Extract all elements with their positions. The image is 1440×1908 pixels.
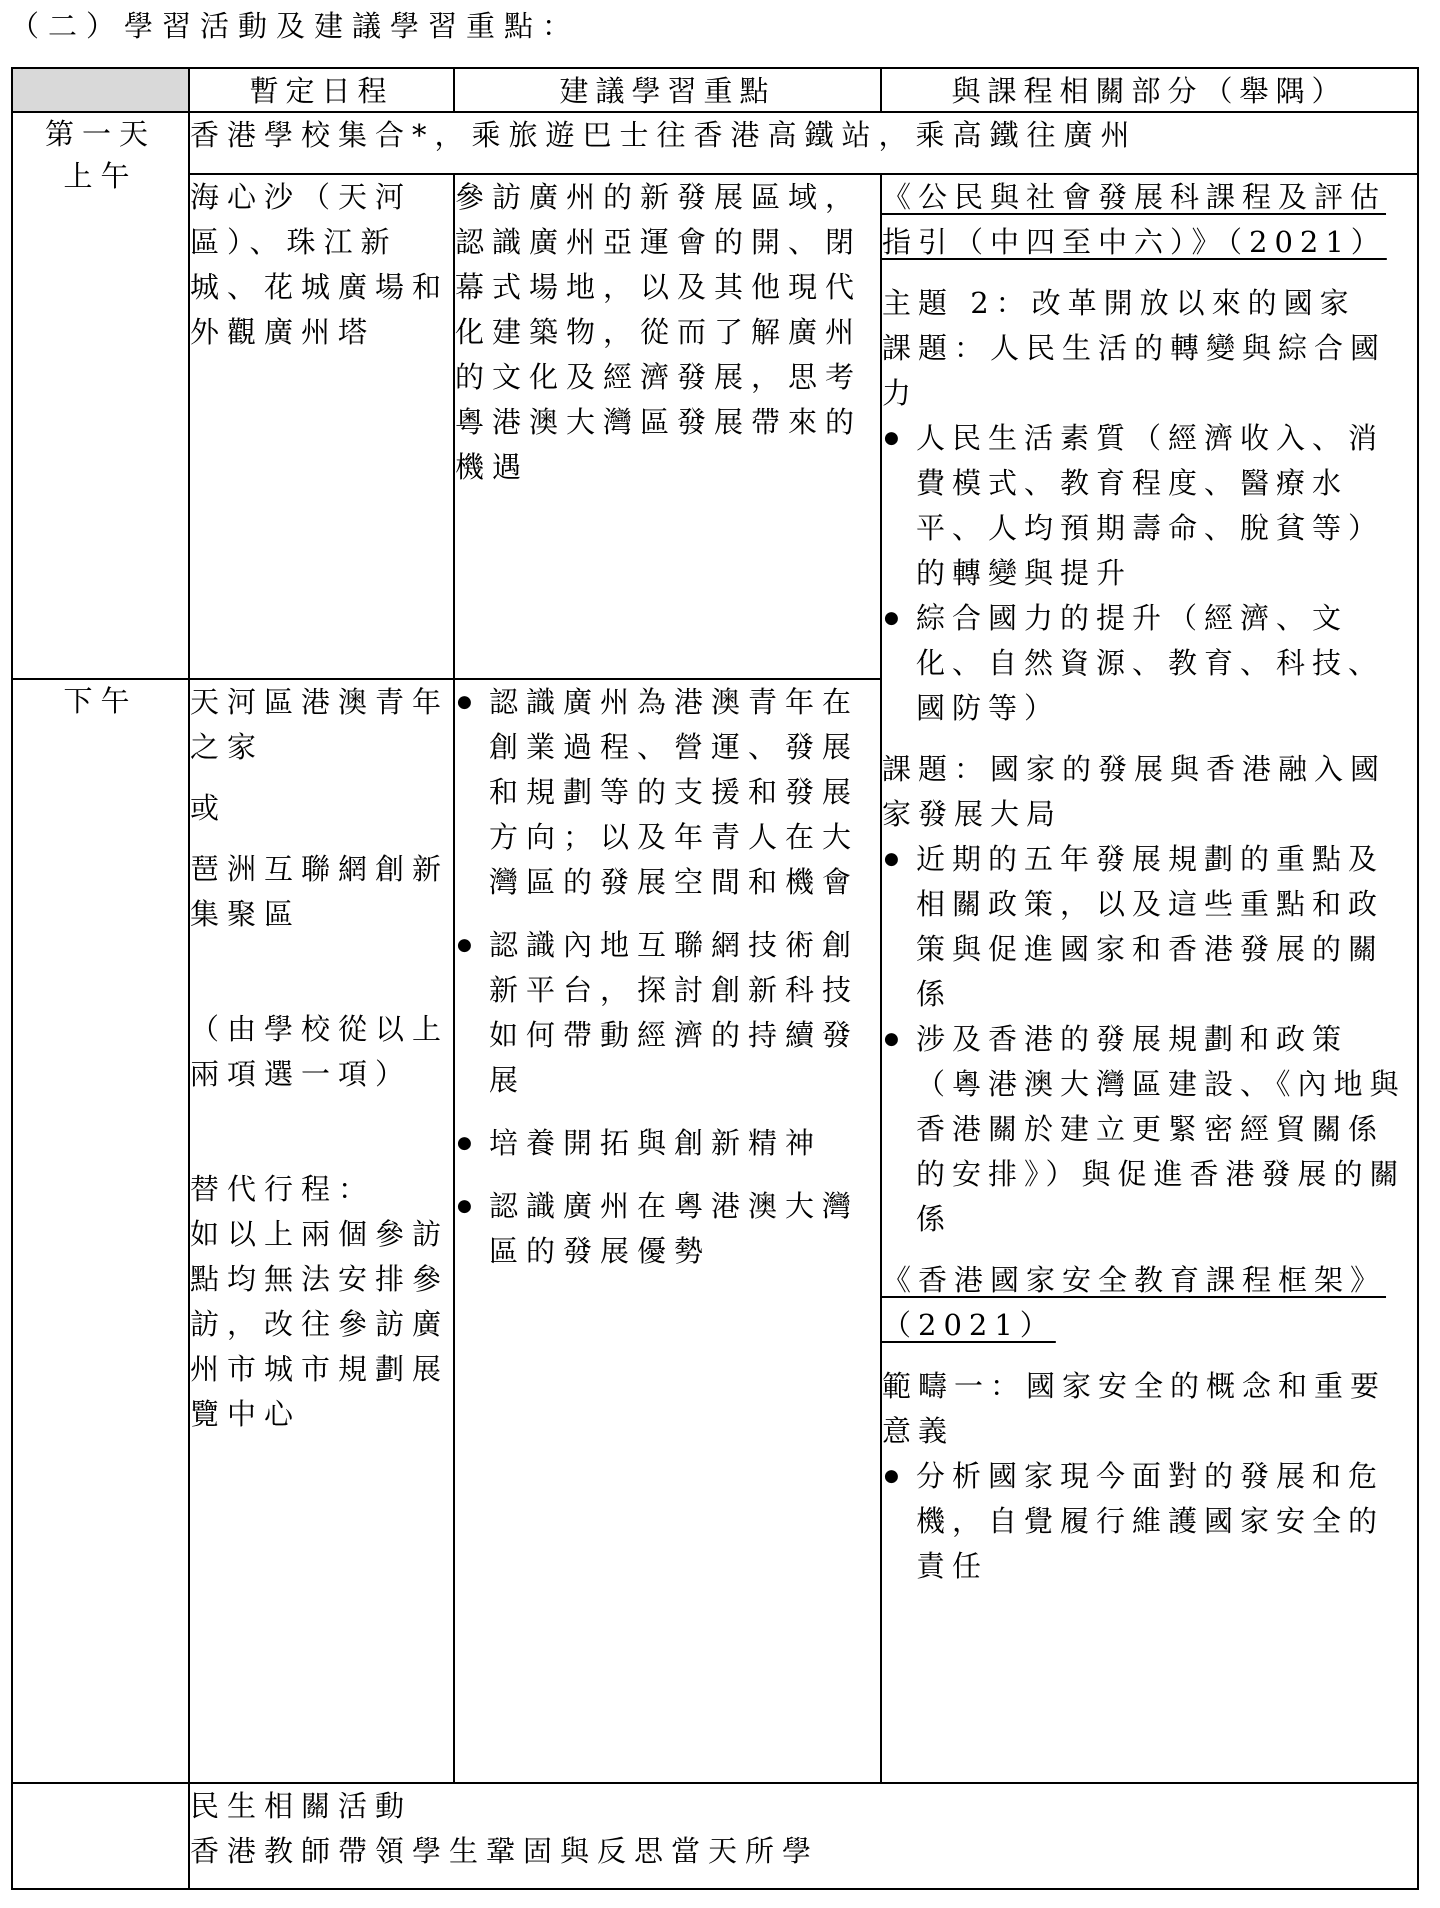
header-blank-cell <box>12 68 189 112</box>
alternative-title: 替代行程： <box>190 1172 376 1206</box>
domain-heading: 範疇一：國家安全的概念和重要意義 <box>882 1369 1387 1448</box>
topic-1-bullets <box>882 416 1417 731</box>
domain-bullets <box>882 1454 1417 1589</box>
bullet-item: ● 近期的五年發展規劃的重點及相關政策，以及這些重點和政策與促進國家和香港發展的關係 <box>882 837 1417 1017</box>
footer-line-2: 香港教師帶領學生鞏固與反思當天所學 <box>190 1834 820 1868</box>
header-schedule: 暫定日程 <box>189 68 454 112</box>
bullet-item: ● 認識廣州在粵港澳大灣區的發展優勢 <box>455 1184 880 1274</box>
bullet-item: ● 分析國家現今面對的發展和危機，自覺履行維護國家安全的責任 <box>882 1454 1417 1589</box>
schedule-or: 或 <box>190 791 228 825</box>
footer-cell <box>189 1783 1418 1889</box>
bullet-item: ● 綜合國力的提升（經濟、文化、自然資源、教育、科技、國防等） <box>882 596 1417 731</box>
day-morning-cell <box>12 112 189 679</box>
afternoon-focus-bullets <box>455 680 880 1274</box>
morning-row <box>12 174 1418 679</box>
assembly-text: 香港學校集合*，乘旅遊巴士往香港高鐵站，乘高鐵往廣州 <box>189 112 1418 174</box>
bullet-item: ● 涉及香港的發展規劃和政策（粵港澳大灣區建設、《內地與香港關於建立更緊密經貿關係的安排》）與促進香港發展的關係 <box>882 1017 1417 1242</box>
theme-heading: 主題 2：改革開放以來的國家 <box>882 286 1356 320</box>
afternoon-schedule <box>189 679 454 1783</box>
header-row <box>12 68 1418 112</box>
schedule-option-1: 天河區港澳青年之家 <box>190 685 450 764</box>
choose-note: （由學校從以上兩項選一項） <box>190 1012 450 1091</box>
schedule-option-2: 琶洲互聯網創新集聚區 <box>190 852 450 931</box>
topic-2-heading: 課題：國家的發展與香港融入國家發展大局 <box>882 752 1387 831</box>
curriculum-cell <box>881 174 1418 1783</box>
period-label-afternoon: 下午 <box>12 679 189 1783</box>
curriculum-reference-1: 《公民與社會發展科課程及評估指引（中四至中六）》（2021） <box>882 180 1387 259</box>
topic-2-bullets <box>882 837 1417 1242</box>
day-label: 第一天 <box>44 117 156 151</box>
footer-line-1: 民生相關活動 <box>190 1789 413 1823</box>
schedule-table <box>11 67 1419 1890</box>
bullet-item: ● 認識內地互聯網技術創新平台，探討創新科技如何帶動經濟的持續發展 <box>455 923 880 1103</box>
morning-focus: 參訪廣州的新發展區域，認識廣州亞運會的開、閉幕式場地，以及其他現代化建築物，從而了解廣州的文化及經濟發展，思考粵港澳大灣區發展帶來的機遇 <box>454 174 881 679</box>
footer-row <box>12 1783 1418 1889</box>
header-curriculum: 與課程相關部分（舉隅） <box>881 68 1418 112</box>
topic-1-heading: 課題：人民生活的轉變與綜合國力 <box>882 331 1387 410</box>
curriculum-reference-2: 《香港國家安全教育課程框架》（2021） <box>882 1263 1387 1342</box>
footer-blank-cell <box>12 1783 189 1889</box>
period-label-morning: 上午 <box>63 159 138 193</box>
assembly-row <box>12 112 1418 174</box>
afternoon-focus <box>454 679 881 1783</box>
bullet-item: ● 培養開拓與創新精神 <box>455 1121 880 1166</box>
section-title: （二）學習活動及建議學習重點： <box>10 9 581 43</box>
bullet-item: ● 人民生活素質（經濟收入、消費模式、教育程度、醫療水平、人均預期壽命、脫貧等）的轉變與提升 <box>882 416 1417 596</box>
alternative-text: 如以上兩個參訪點均無法安排參訪，改往參訪廣州市城市規劃展覽中心 <box>190 1217 450 1431</box>
header-focus: 建議學習重點 <box>454 68 881 112</box>
morning-schedule: 海心沙（天河區）、珠江新城、花城廣場和外觀廣州塔 <box>189 174 454 679</box>
bullet-item: ● 認識廣州為港澳青年在創業過程、營運、發展和規劃等的支援和發展方向；以及年青人在大灣區的發展空間和機會 <box>455 680 880 905</box>
